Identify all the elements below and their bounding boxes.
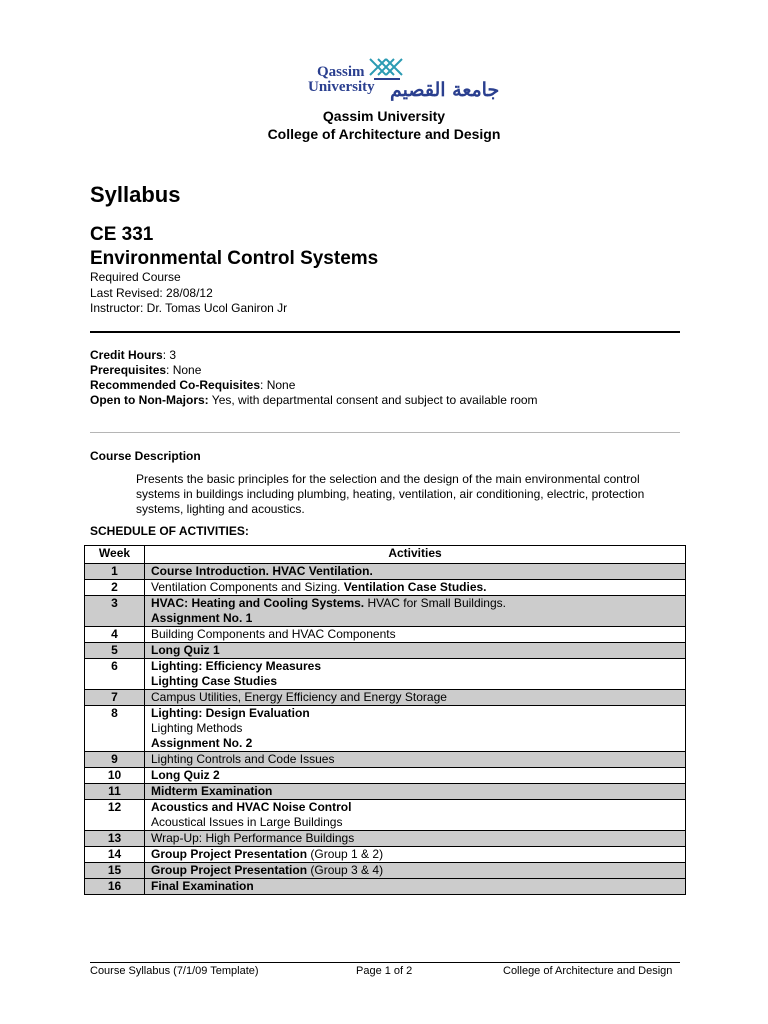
info-label: Open to Non-Majors: <box>90 393 209 407</box>
schedule-row <box>85 706 686 752</box>
activity-text: Wrap-Up: High Performance Buildings <box>151 831 355 845</box>
week-cell: 1 <box>85 564 145 580</box>
schedule-row <box>85 564 686 580</box>
activity-text: Campus Utilities, Energy Efficiency and Energy Storage <box>151 690 447 704</box>
syllabus-heading: Syllabus <box>90 182 181 207</box>
activity-text: (Group 1 & 2) <box>307 847 384 861</box>
schedule-heading: SCHEDULE OF ACTIVITIES: <box>90 524 249 538</box>
activity-text: Lighting: Design Evaluation <box>151 706 310 720</box>
info-value: 3 <box>169 348 177 362</box>
activity-text: Long Quiz 1 <box>151 643 220 657</box>
schedule-row <box>85 784 686 800</box>
schedule-row <box>85 659 686 690</box>
schedule-body <box>85 564 686 895</box>
college-name: College of Architecture and Design <box>267 126 501 142</box>
activities-column-header: Activities <box>145 546 686 564</box>
activity-cell <box>145 863 686 879</box>
schedule-row <box>85 690 686 706</box>
activity-cell <box>145 596 686 627</box>
activity-line <box>151 674 679 689</box>
week-cell: 4 <box>85 627 145 643</box>
footer-template: Course Syllabus (7/1/09 Template) <box>90 965 259 977</box>
activity-text: Ventilation Components and Sizing. <box>151 580 344 594</box>
info-label: Prerequisites <box>90 363 167 377</box>
week-cell: 6 <box>85 659 145 690</box>
light-divider <box>90 432 680 433</box>
schedule-row <box>85 596 686 627</box>
activity-line <box>151 784 679 799</box>
week-cell: 15 <box>85 863 145 879</box>
activity-cell <box>145 643 686 659</box>
activity-cell <box>145 580 686 596</box>
activity-text: Group Project Presentation <box>151 847 308 861</box>
activity-line <box>151 611 679 626</box>
info-sep: : <box>162 348 170 362</box>
activity-cell <box>145 706 686 752</box>
info-sep: : <box>166 363 173 377</box>
info-label: Recommended Co-Requisites <box>90 378 261 392</box>
activity-line <box>151 721 679 736</box>
week-cell: 10 <box>85 768 145 784</box>
schedule-row <box>85 800 686 831</box>
activity-cell <box>145 659 686 690</box>
week-cell: 13 <box>85 831 145 847</box>
activity-cell <box>145 831 686 847</box>
activity-text: Lighting Controls and Code Issues <box>151 752 335 766</box>
activity-line <box>151 800 679 815</box>
activity-text: HVAC: Heating and Cooling Systems. <box>151 596 365 610</box>
week-cell: 7 <box>85 690 145 706</box>
schedule-row <box>85 580 686 596</box>
course-description-heading: Course Description <box>90 449 201 463</box>
activity-cell <box>145 768 686 784</box>
activity-text: (Group 3 & 4) <box>307 863 384 877</box>
activity-cell <box>145 800 686 831</box>
activity-cell <box>145 879 686 895</box>
activity-cell <box>145 784 686 800</box>
activity-line <box>151 847 679 862</box>
activity-line <box>151 815 679 830</box>
schedule-row <box>85 831 686 847</box>
activity-text: Building Components and HVAC Components <box>151 627 396 641</box>
week-cell: 5 <box>85 643 145 659</box>
week-cell: 8 <box>85 706 145 752</box>
activity-cell <box>145 627 686 643</box>
week-cell: 16 <box>85 879 145 895</box>
activity-text: Lighting Case Studies <box>151 674 278 688</box>
activity-text: Midterm Examination <box>151 784 273 798</box>
schedule-table <box>84 545 686 895</box>
info-sep: : <box>260 378 267 392</box>
activity-text: HVAC for Small Buildings. <box>364 596 506 610</box>
week-cell: 14 <box>85 847 145 863</box>
section-divider <box>90 331 680 333</box>
footer-page-number: Page 1 of 2 <box>356 965 413 977</box>
activity-line <box>151 596 679 611</box>
logo-line-1: Qassim <box>317 64 365 80</box>
info-value: None <box>266 378 296 392</box>
activity-cell <box>145 690 686 706</box>
activity-line <box>151 863 679 878</box>
activity-cell <box>145 847 686 863</box>
last-revised: Last Revised: 28/08/12 <box>90 286 213 300</box>
activity-text: Lighting: Efficiency Measures <box>151 659 322 673</box>
info-value: None <box>172 363 202 377</box>
activity-line <box>151 627 679 642</box>
week-column-header: Week <box>85 546 145 564</box>
schedule-header-row <box>85 546 686 564</box>
course-title: Environmental Control Systems <box>90 248 379 269</box>
week-cell: 12 <box>85 800 145 831</box>
activity-line <box>151 706 679 721</box>
activity-text: Acoustics and HVAC Noise Control <box>151 800 352 814</box>
week-cell: 9 <box>85 752 145 768</box>
activity-text: Long Quiz 2 <box>151 768 220 782</box>
activity-text: Assignment No. 1 <box>151 611 253 625</box>
activity-text: Ventilation Case Studies. <box>343 580 487 594</box>
activity-line <box>151 879 679 894</box>
university-logo <box>308 55 500 107</box>
activity-line <box>151 768 679 783</box>
activity-cell <box>145 752 686 768</box>
activity-line <box>151 831 679 846</box>
schedule-row <box>85 863 686 879</box>
schedule-row <box>85 879 686 895</box>
activity-line <box>151 643 679 658</box>
schedule-row <box>85 847 686 863</box>
info-value: Yes, with departmental consent and subject to available room <box>211 393 538 407</box>
course-code: CE 331 <box>90 224 154 245</box>
activity-text: Lighting Methods <box>151 721 243 735</box>
week-cell: 3 <box>85 596 145 627</box>
logo-english-text <box>308 65 375 95</box>
activity-line <box>151 752 679 767</box>
activity-text: Group Project Presentation <box>151 863 308 877</box>
footer-college: College of Architecture and Design <box>503 965 673 977</box>
open-to-non-majors <box>90 393 538 407</box>
logo-line-2: University <box>308 79 375 95</box>
instructor: Instructor: Dr. Tomas Ucol Ganiron Jr <box>90 301 288 315</box>
prerequisites <box>90 363 201 377</box>
activity-line <box>151 736 679 751</box>
activity-line <box>151 659 679 674</box>
logo-arabic-text: جامعة القصيم <box>390 79 500 101</box>
info-label: Credit Hours <box>90 348 163 362</box>
schedule-row <box>85 643 686 659</box>
schedule-row <box>85 627 686 643</box>
co-requisites <box>90 378 295 392</box>
activity-text: Assignment No. 2 <box>151 736 253 750</box>
required-course-label: Required Course <box>90 270 181 284</box>
activity-text: Course Introduction. HVAC Ventilation. <box>151 564 373 578</box>
footer-divider <box>90 962 680 963</box>
week-cell: 2 <box>85 580 145 596</box>
activity-cell <box>145 564 686 580</box>
course-description-text: Presents the basic principles for the selection and the design of the main environmental control systems in buildings including plumbing, heating, ventilation, air conditioning, electric, protection systems, lighting and acoustics. <box>136 472 645 516</box>
schedule-row <box>85 768 686 784</box>
activity-text: Acoustical Issues in Large Buildings <box>151 815 343 829</box>
activity-line <box>151 580 679 595</box>
activity-line <box>151 564 679 579</box>
week-cell: 11 <box>85 784 145 800</box>
activity-line <box>151 690 679 705</box>
credit-hours <box>90 348 176 362</box>
activity-text: Final Examination <box>151 879 254 893</box>
schedule-row <box>85 752 686 768</box>
university-name: Qassim University <box>322 108 446 124</box>
